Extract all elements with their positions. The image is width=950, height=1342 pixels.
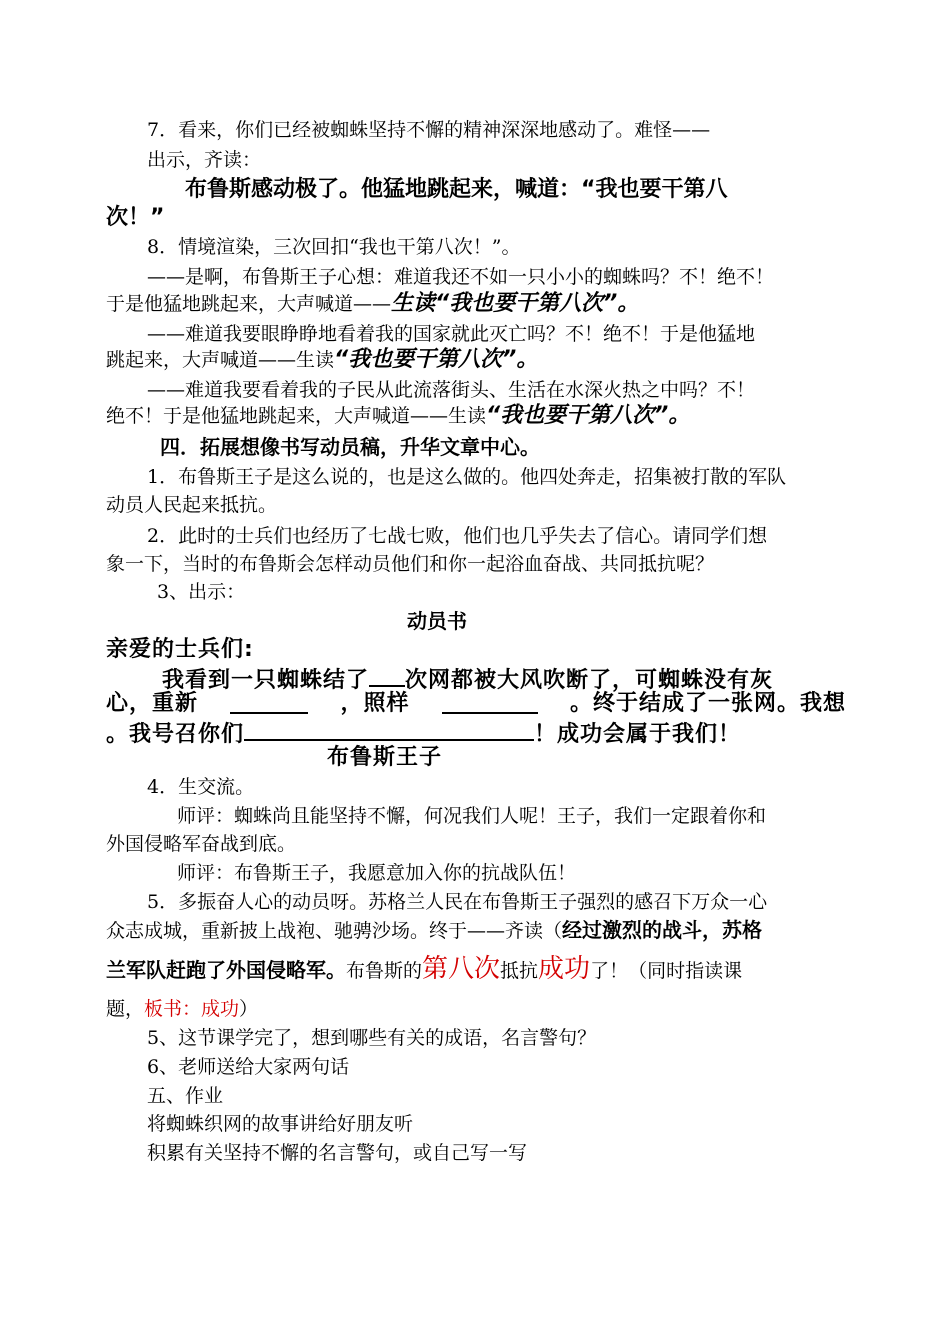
letter-text: 。终于结成了一张网。我想 <box>569 691 846 716</box>
item-2-line-1: 2．此时的士兵们也经历了七战七败，他们也几乎失去了信心。请同学们想 <box>147 525 768 547</box>
item-5b-line: 5、这节课学完了，想到哪些有关的成语，名言警句？ <box>147 1027 597 1049</box>
show-read-line: 出示，齐读： <box>147 149 262 171</box>
para-2-text: 跳起来，大声喊道——生读 <box>106 349 335 371</box>
item-1-line-1: 1．布鲁斯王子是这么说的，也是这么做的。他四处奔走，招集被打散的军队 <box>147 466 787 488</box>
letter-text: 次网都被大风吹断了，可蜘蛛没有灰 <box>405 668 774 693</box>
quote-line-2: 次！” <box>106 205 165 230</box>
step-7-line: 7．看来，你们已经被蜘蛛坚持不懈的精神深深地感动了。难怪—— <box>147 119 711 141</box>
para-2-line-2 <box>106 348 538 372</box>
item-5-text: 题， <box>106 998 145 1020</box>
blank-still <box>442 692 538 714</box>
para-3-text: 绝不！于是他猛地跳起来，大声喊道——生读 <box>106 405 487 427</box>
letter-text: 。我号召你们 <box>106 722 245 747</box>
blank-renew <box>230 692 308 714</box>
letter-signature: 布鲁斯王子 <box>327 745 443 770</box>
homework-1: 将蜘蛛织网的故事讲给好朋友听 <box>147 1113 414 1135</box>
item-5-line-3 <box>106 954 743 984</box>
chorus-bold-text: 兰军队赶跑了外国侵略军。 <box>106 958 346 982</box>
chant-text: “我也要干第八次”。 <box>334 347 539 372</box>
item-5-text: ） <box>239 998 259 1020</box>
para-3-line-2 <box>106 404 690 428</box>
board-note: 板书：成功 <box>144 998 240 1020</box>
section-4-heading: 四．拓展想像书写动员稿，升华文章中心。 <box>160 435 540 459</box>
item-5-line-1: 5．多振奋人心的动员呀。苏格兰人民在布鲁斯王子强烈的感召下万众一心 <box>147 891 768 913</box>
teacher-comment-1-line-2: 外国侵略军奋战到底。 <box>106 833 297 855</box>
section-5-heading: 五、作业 <box>147 1085 224 1107</box>
teacher-comment-2: 师评：布鲁斯王子，我愿意加入你的抗战队伍！ <box>177 862 577 884</box>
letter-salutation: 亲爱的士兵们: <box>106 637 254 662</box>
para-1-line-2 <box>106 292 639 316</box>
chorus-bold-text: 经过激烈的战斗，苏格 <box>562 918 763 942</box>
item-6-line: 6、老师送给大家两句话 <box>147 1056 350 1078</box>
para-3-line-1: ——难道我要看着我的子民从此流落街头、生活在水深火热之中吗？不！ <box>147 379 756 401</box>
mobilization-title: 动员书 <box>407 609 467 633</box>
chant-text: 生读“我也要干第八次”。 <box>391 291 640 316</box>
step-8-line: 8．情境渲染，三次回扣“我也干第八次！”。 <box>147 236 521 258</box>
item-5-text: 了！（同时指读课 <box>590 960 743 982</box>
item-5-text: 众志成城，重新披上战袍、驰骋沙场。终于——齐读（ <box>106 920 563 942</box>
letter-line-2 <box>106 692 846 716</box>
para-1-line-1: ——是啊，布鲁斯王子心想：难道我还不如一只小小的蜘蛛吗？不！绝不！ <box>147 266 775 288</box>
item-1-line-2: 动员人民起来抵抗。 <box>106 494 278 516</box>
letter-text: 心，重新 <box>106 691 199 716</box>
success-highlight: 成功 <box>538 954 591 984</box>
blank-count <box>369 665 405 687</box>
item-3-line: 3、出示： <box>157 581 246 603</box>
item-5-text: 布鲁斯的 <box>346 960 423 982</box>
item-2-line-2: 象一下，当时的布鲁斯会怎样动员他们和你一起浴血奋战、共同抵抗呢？ <box>106 553 715 575</box>
blank-call <box>244 719 534 741</box>
letter-text: ，照样 <box>340 691 410 716</box>
eighth-time-highlight: 第八次 <box>422 954 501 984</box>
item-5-line-4 <box>106 997 258 1021</box>
letter-line-1 <box>162 665 773 693</box>
quote-line-1: 布鲁斯感动极了。他猛地跳起来，喊道：“我也要干第八 <box>185 177 728 202</box>
letter-line-3 <box>106 719 741 747</box>
homework-2: 积累有关坚持不懈的名言警句，或自己写一写 <box>147 1142 528 1164</box>
para-1-text: 于是他猛地跳起来，大声喊道—— <box>106 293 392 315</box>
para-2-line-1: ——难道我要眼睁睁地看着我的国家就此灭亡吗？不！绝不！于是他猛地 <box>147 323 756 345</box>
letter-text: ！成功会属于我们！ <box>534 722 742 747</box>
letter-text: 我看到一只蜘蛛结了 <box>162 668 370 693</box>
item-5-line-2 <box>106 918 762 943</box>
item-5-text: 抵抗 <box>500 960 539 982</box>
teacher-comment-1-line-1: 师评：蜘蛛尚且能坚持不懈，何况我们人呢！王子，我们一定跟着你和 <box>177 805 767 827</box>
chant-text: “我也要干第八次”。 <box>486 403 691 428</box>
item-4-line: 4．生交流。 <box>147 776 255 798</box>
